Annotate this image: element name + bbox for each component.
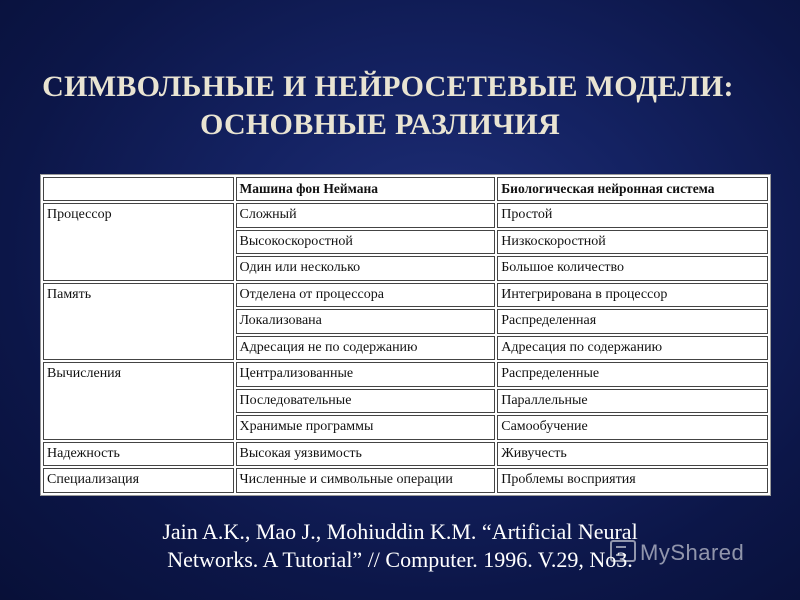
cell-von-neumann: Адресация не по содержанию xyxy=(236,336,496,361)
cell-von-neumann: Отделена от процессора xyxy=(236,283,496,308)
cell-von-neumann: Последовательные xyxy=(236,389,496,414)
table-row xyxy=(43,362,768,387)
table-row xyxy=(43,442,768,467)
comparison-table xyxy=(41,175,770,495)
category-specialization: Специализация xyxy=(43,468,234,493)
table-row xyxy=(43,203,768,228)
citation-line2: Networks. A Tutorial” // Computer. 1996. V.29, No3. xyxy=(167,547,633,572)
table-header-row xyxy=(43,177,768,201)
slide-title-line2: ОСНОВНЫЕ РАЗЛИЧИЯ xyxy=(199,108,561,141)
cell-von-neumann: Высокоскоростной xyxy=(236,230,496,255)
comparison-table-container xyxy=(40,174,771,496)
cell-von-neumann: Сложный xyxy=(236,203,496,228)
category-memory: Память xyxy=(43,283,234,361)
cell-biological: Живучесть xyxy=(497,442,768,467)
slide-title xyxy=(0,68,800,144)
watermark-text: MyShared xyxy=(640,540,745,565)
slide-title-line1: СИМВОЛЬНЫЕ И НЕЙРОСЕТЕВЫЕ МОДЕЛИ: xyxy=(42,70,734,103)
category-computation: Вычисления xyxy=(43,362,234,440)
cell-von-neumann: Численные и символьные операции xyxy=(236,468,496,493)
cell-biological: Адресация по содержанию xyxy=(497,336,768,361)
category-reliability: Надежность xyxy=(43,442,234,467)
cell-biological: Самообучение xyxy=(497,415,768,440)
cell-von-neumann: Локализована xyxy=(236,309,496,334)
cell-von-neumann: Один или несколько xyxy=(236,256,496,281)
cell-biological: Проблемы восприятия xyxy=(497,468,768,493)
cell-biological: Распределенные xyxy=(497,362,768,387)
header-empty xyxy=(43,177,234,201)
cell-biological: Низкоскоростной xyxy=(497,230,768,255)
cell-biological: Распределенная xyxy=(497,309,768,334)
cell-von-neumann: Хранимые программы xyxy=(236,415,496,440)
table-row xyxy=(43,468,768,493)
header-biological: Биологическая нейронная система xyxy=(497,177,768,201)
watermark-logo-icon xyxy=(610,540,636,562)
header-von-neumann: Машина фон Неймана xyxy=(236,177,496,201)
citation-line1: Jain A.K., Mao J., Mohiuddin K.M. “Artificial Neural xyxy=(162,519,638,544)
cell-von-neumann: Централизованные xyxy=(236,362,496,387)
table-row xyxy=(43,283,768,308)
category-processor: Процессор xyxy=(43,203,234,281)
cell-biological: Простой xyxy=(497,203,768,228)
cell-von-neumann: Высокая уязвимость xyxy=(236,442,496,467)
cell-biological: Параллельные xyxy=(497,389,768,414)
watermark xyxy=(610,540,744,566)
cell-biological: Большое количество xyxy=(497,256,768,281)
cell-biological: Интегрирована в процессор xyxy=(497,283,768,308)
